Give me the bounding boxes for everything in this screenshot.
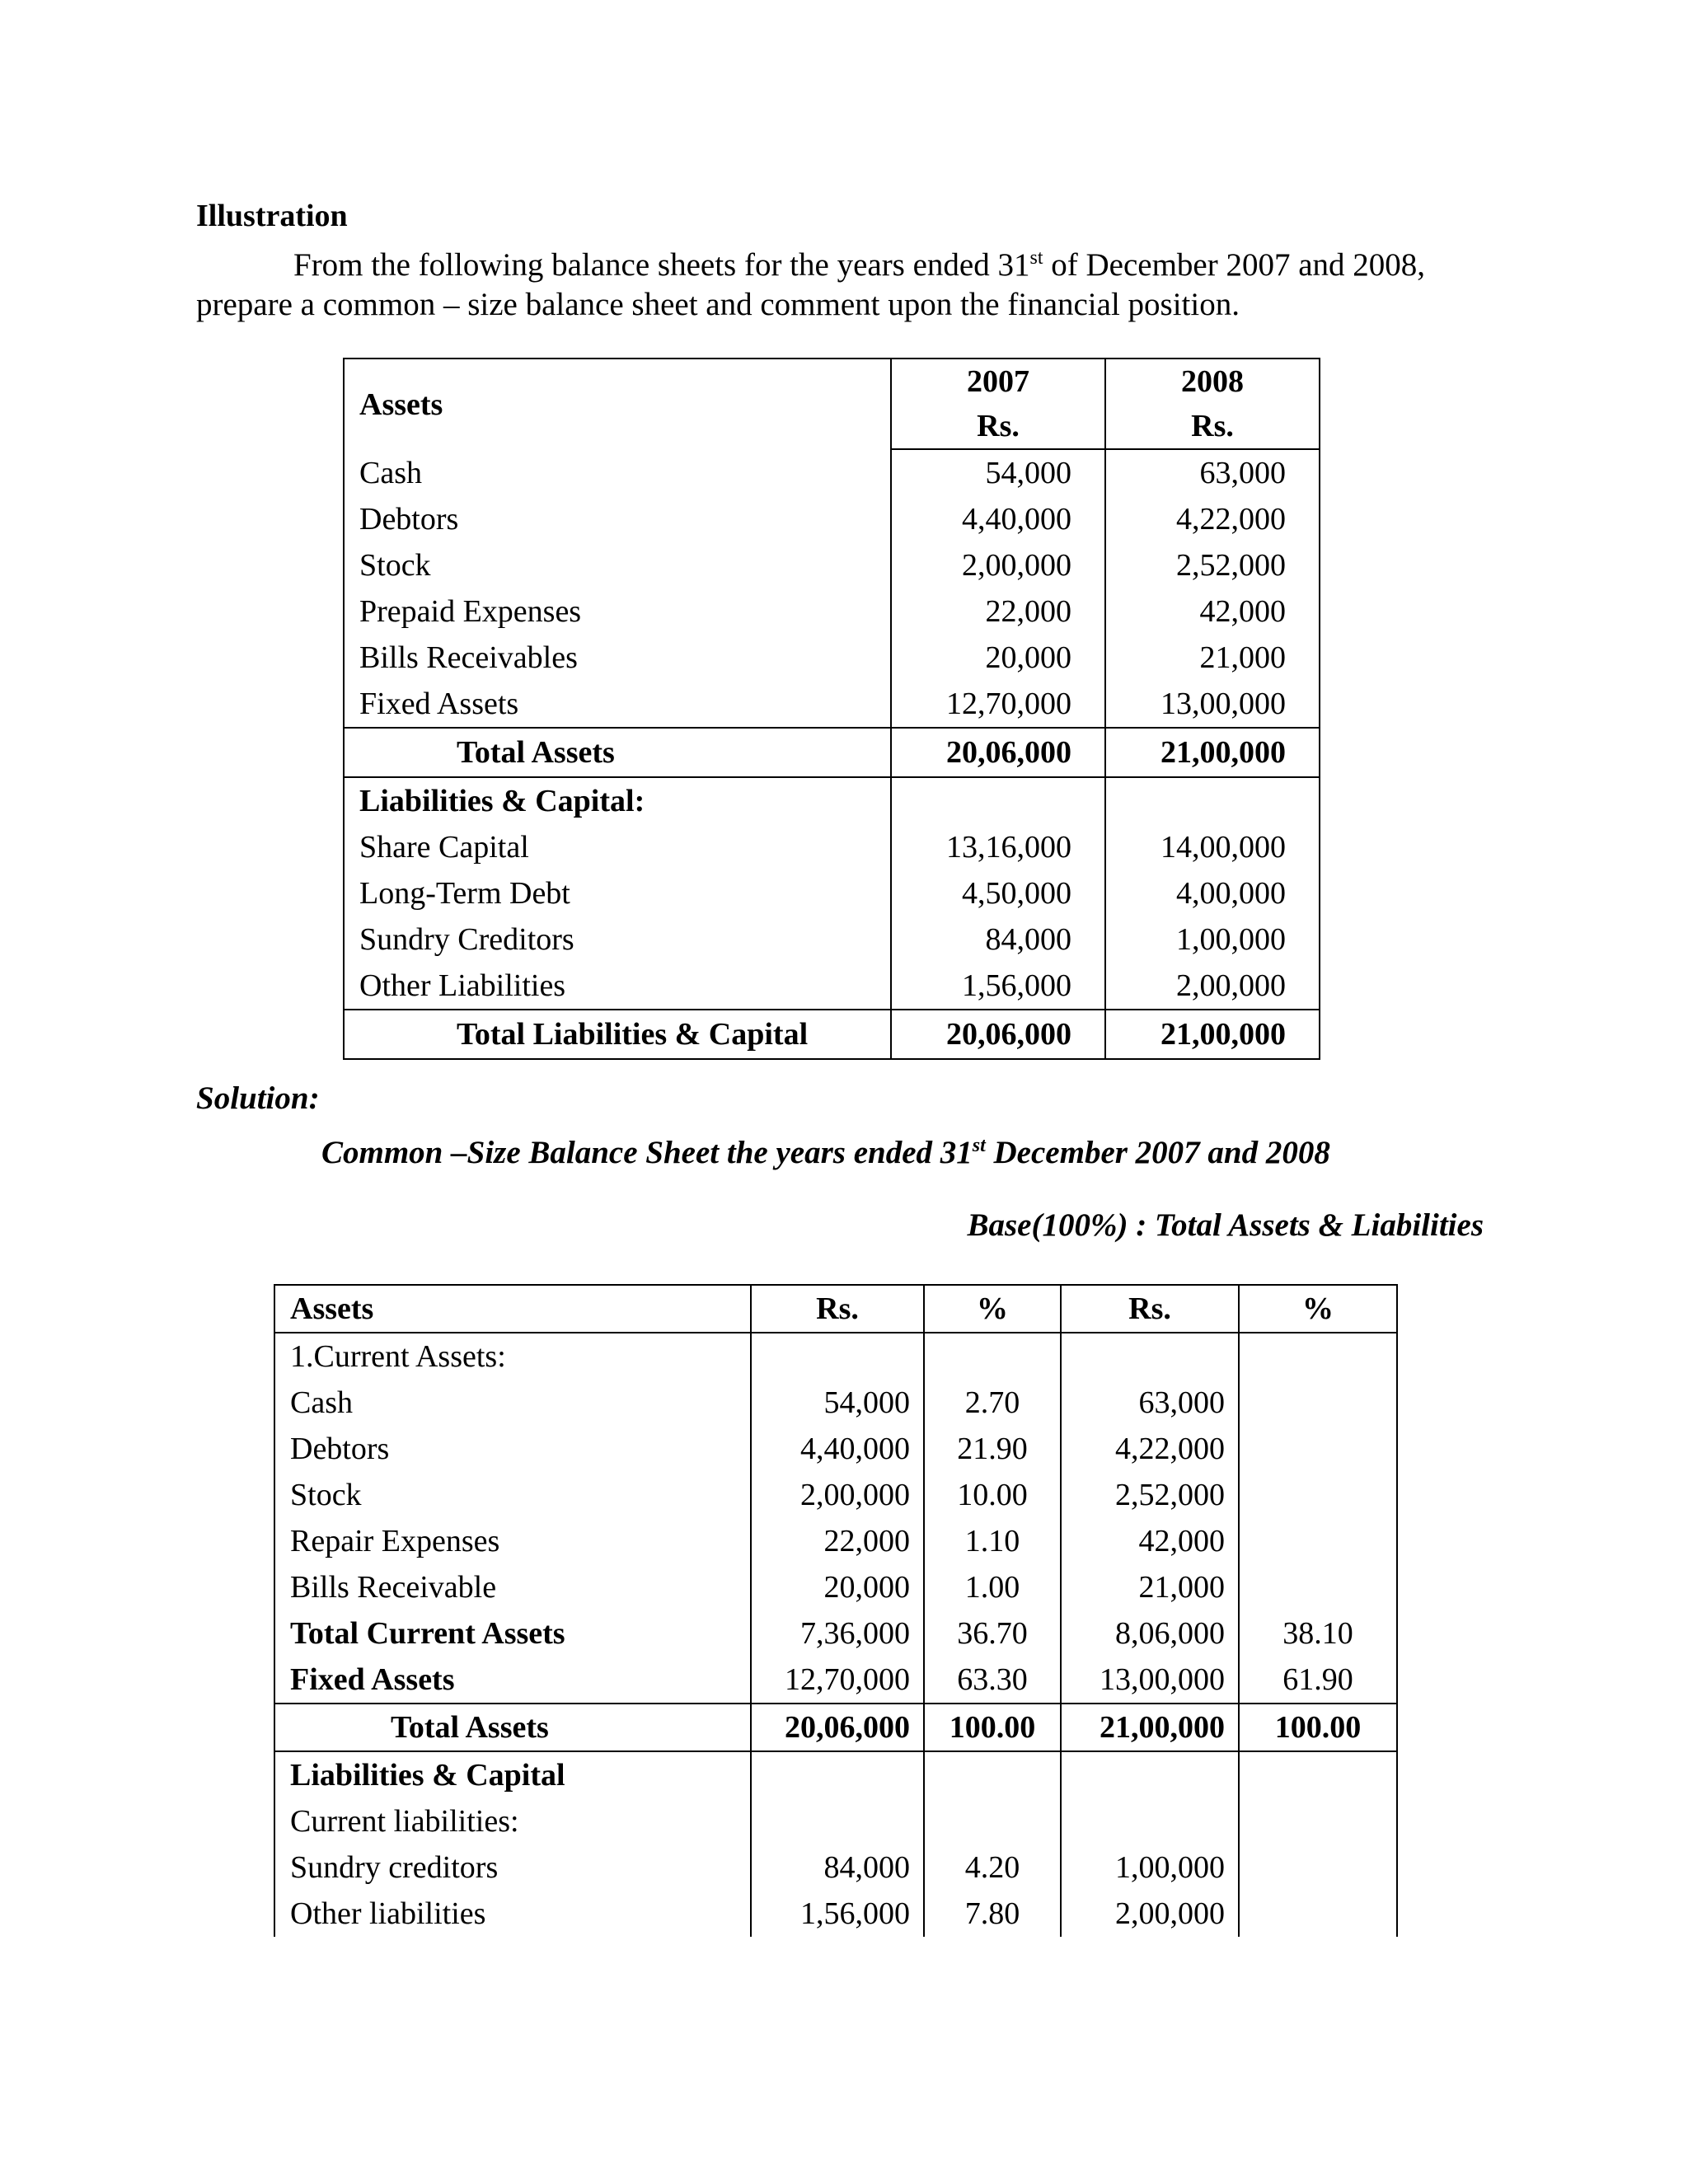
intro-sup: st	[1029, 247, 1043, 269]
value-2008: 21,00,000	[1105, 728, 1320, 777]
row-label: Cash	[290, 1385, 353, 1420]
rs-2008: 1,00,000	[1061, 1844, 1239, 1891]
header-unit-2007: Rs.	[891, 404, 1105, 449]
table-row	[344, 681, 1320, 728]
section-heading-row	[274, 1751, 1397, 1798]
row-label: Bills Receivable	[290, 1570, 497, 1605]
rs-2007: 22,000	[751, 1518, 924, 1564]
value-2008: 63,000	[1105, 449, 1320, 496]
table-row	[344, 496, 1320, 542]
rs-2007: 12,70,000	[751, 1657, 924, 1704]
value-2008: 4,22,000	[1105, 496, 1320, 542]
value-2008: 42,000	[1105, 588, 1320, 635]
table-row	[344, 449, 1320, 496]
pct-2008	[1239, 1426, 1397, 1472]
liabilities-heading: Liabilities & Capital	[290, 1758, 565, 1793]
header-year-2008: 2008	[1105, 359, 1320, 404]
section-heading-row	[274, 1333, 1397, 1380]
pct-2008	[1239, 1564, 1397, 1610]
pct-2008	[1239, 1380, 1397, 1426]
value-2008: 2,00,000	[1105, 963, 1320, 1010]
row-label: Other liabilities	[290, 1896, 486, 1931]
pct-2007: 63.30	[924, 1657, 1061, 1704]
value-2008: 13,00,000	[1105, 681, 1320, 728]
row-label: Total Liabilities & Capital	[344, 1010, 891, 1059]
row-label: Fixed Assets	[290, 1662, 455, 1697]
value-2008: 21,00,000	[1105, 1010, 1320, 1059]
value-2007: 12,70,000	[891, 681, 1105, 728]
value-2008: 14,00,000	[1105, 824, 1320, 870]
table-row	[274, 1844, 1397, 1891]
header-year-2007: 2007	[891, 359, 1105, 404]
page-heading: Illustration	[196, 199, 348, 233]
value-2007: 4,40,000	[891, 496, 1105, 542]
table-row	[274, 1380, 1397, 1426]
value-2007: 84,000	[891, 916, 1105, 963]
table-header-row	[344, 359, 1320, 404]
row-label: Prepaid Expenses	[359, 594, 582, 629]
table-row	[274, 1518, 1397, 1564]
pct-2007: 2.70	[924, 1380, 1061, 1426]
fixed-assets-row	[274, 1657, 1397, 1704]
row-label: Cash	[359, 455, 422, 490]
pct-2008: 100.00	[1239, 1704, 1397, 1751]
rs-2007: 84,000	[751, 1844, 924, 1891]
value-2007: 22,000	[891, 588, 1105, 635]
value-2007: 20,06,000	[891, 1010, 1105, 1059]
cs-title-a: Common –Size Balance Sheet the years ended 31	[321, 1135, 973, 1170]
rs-2008: 21,000	[1061, 1564, 1239, 1610]
total-liabilities-row	[344, 1010, 1320, 1059]
cs-title-sup: st	[972, 1135, 986, 1156]
value-2007: 1,56,000	[891, 963, 1105, 1010]
row-label: Other Liabilities	[359, 968, 566, 1003]
value-2008: 4,00,000	[1105, 870, 1320, 916]
table-row	[344, 824, 1320, 870]
row-label: Share Capital	[359, 830, 529, 865]
rs-2007: 7,36,000	[751, 1610, 924, 1657]
row-label: Sundry Creditors	[359, 922, 574, 957]
row-label: Total Assets	[274, 1704, 751, 1751]
section-heading-row	[344, 777, 1320, 824]
pct-2007: 1.00	[924, 1564, 1061, 1610]
row-label: Stock	[359, 548, 431, 583]
cs-title-b: December 2007 and 2008	[985, 1135, 1330, 1170]
pct-2007: 4.20	[924, 1844, 1061, 1891]
liabilities-heading: Liabilities & Capital:	[359, 784, 645, 818]
row-label: Debtors	[290, 1432, 390, 1466]
pct-2007: 100.00	[924, 1704, 1061, 1751]
pct-2008	[1239, 1891, 1397, 1937]
section-heading-row	[274, 1798, 1397, 1844]
table-row	[274, 1891, 1397, 1937]
balance-sheet-table	[343, 358, 1320, 1060]
total-assets-row	[274, 1704, 1397, 1751]
row-label: Bills Receivables	[359, 640, 578, 675]
value-2007: 13,16,000	[891, 824, 1105, 870]
base-note: Base(100%) : Total Assets & Liabilities	[967, 1207, 1484, 1243]
pct-2007: 7.80	[924, 1891, 1061, 1937]
row-label: Fixed Assets	[359, 687, 519, 721]
intro-paragraph	[196, 246, 1482, 325]
table-row	[274, 1426, 1397, 1472]
header-unit-2008: Rs.	[1105, 404, 1320, 449]
rs-2008: 42,000	[1061, 1518, 1239, 1564]
header-pct-2008: %	[1239, 1285, 1397, 1333]
pct-2008	[1239, 1844, 1397, 1891]
rs-2008: 63,000	[1061, 1380, 1239, 1426]
table-row	[344, 588, 1320, 635]
solution-label: Solution:	[196, 1080, 320, 1116]
row-label: Long-Term Debt	[359, 876, 570, 911]
table-row	[344, 916, 1320, 963]
table-header-row	[274, 1285, 1397, 1333]
common-size-table	[274, 1284, 1398, 1937]
rs-2007: 4,40,000	[751, 1426, 924, 1472]
rs-2008: 8,06,000	[1061, 1610, 1239, 1657]
table-row	[274, 1564, 1397, 1610]
value-2008: 1,00,000	[1105, 916, 1320, 963]
pct-2008	[1239, 1518, 1397, 1564]
header-rs-2007: Rs.	[751, 1285, 924, 1333]
value-2007: 54,000	[891, 449, 1105, 496]
row-label: Stock	[290, 1478, 362, 1512]
intro-text-b: of December 2007 and 2008,	[1043, 247, 1426, 283]
rs-2007: 20,000	[751, 1564, 924, 1610]
pct-2007: 36.70	[924, 1610, 1061, 1657]
table-row	[344, 635, 1320, 681]
header-rs-2008: Rs.	[1061, 1285, 1239, 1333]
value-2008: 2,52,000	[1105, 542, 1320, 588]
header-assets: Assets	[359, 387, 443, 422]
current-liabilities-heading: Current liabilities:	[290, 1804, 519, 1839]
row-label: Debtors	[359, 502, 459, 537]
rs-2007: 20,06,000	[751, 1704, 924, 1751]
row-label: Total Current Assets	[290, 1616, 565, 1651]
value-2008: 21,000	[1105, 635, 1320, 681]
intro-text-line2: prepare a common – size balance sheet and comment upon the financial position.	[196, 287, 1240, 322]
rs-2008: 13,00,000	[1061, 1657, 1239, 1704]
header-pct-2007: %	[924, 1285, 1061, 1333]
value-2007: 20,000	[891, 635, 1105, 681]
row-label: Sundry creditors	[290, 1850, 499, 1885]
rs-2007: 54,000	[751, 1380, 924, 1426]
rs-2008: 21,00,000	[1061, 1704, 1239, 1751]
pct-2007: 1.10	[924, 1518, 1061, 1564]
intro-text-a: From the following balance sheets for the years ended 31	[293, 247, 1030, 283]
pct-2007: 10.00	[924, 1472, 1061, 1518]
table-row	[344, 542, 1320, 588]
table-row	[344, 870, 1320, 916]
header-assets: Assets	[274, 1285, 751, 1333]
total-current-assets-row	[274, 1610, 1397, 1657]
rs-2007: 1,56,000	[751, 1891, 924, 1937]
value-2007: 2,00,000	[891, 542, 1105, 588]
rs-2008: 2,00,000	[1061, 1891, 1239, 1937]
rs-2008: 4,22,000	[1061, 1426, 1239, 1472]
row-label: Repair Expenses	[290, 1524, 500, 1558]
total-assets-row	[344, 728, 1320, 777]
pct-2008: 61.90	[1239, 1657, 1397, 1704]
value-2007: 20,06,000	[891, 728, 1105, 777]
rs-2007: 2,00,000	[751, 1472, 924, 1518]
table-row	[344, 963, 1320, 1010]
pct-2008	[1239, 1472, 1397, 1518]
table-row	[274, 1472, 1397, 1518]
value-2007: 4,50,000	[891, 870, 1105, 916]
current-assets-heading: 1.Current Assets:	[290, 1339, 506, 1374]
common-size-title	[321, 1134, 1330, 1171]
pct-2007: 21.90	[924, 1426, 1061, 1472]
pct-2008: 38.10	[1239, 1610, 1397, 1657]
rs-2008: 2,52,000	[1061, 1472, 1239, 1518]
row-label: Total Assets	[344, 728, 891, 777]
